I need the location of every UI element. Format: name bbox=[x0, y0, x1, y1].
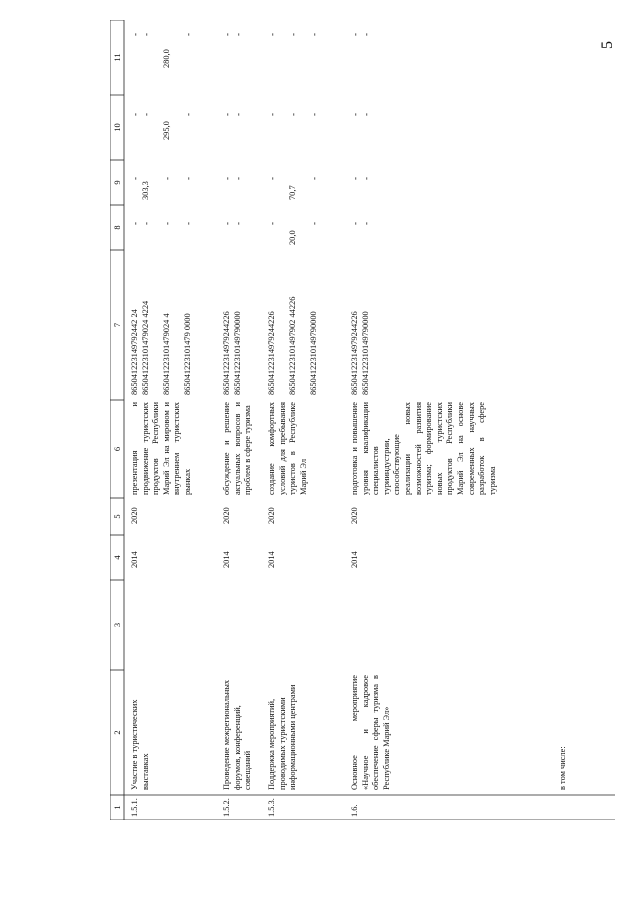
col8-value: - bbox=[267, 222, 277, 225]
col11-value: - bbox=[309, 33, 319, 36]
col8-value: - bbox=[130, 222, 140, 225]
col-header-6: 6 bbox=[112, 446, 122, 452]
col11-value: - bbox=[183, 33, 193, 36]
col9-value: 70,7 bbox=[288, 185, 297, 200]
row-name: Основное мероприятие «Научное и кадровое обеспечение сферы туризма в Республике Марий Эл» bbox=[350, 675, 391, 790]
col11-value: 280,0 bbox=[162, 49, 171, 68]
col8-value: - bbox=[162, 222, 172, 225]
row-number: 1.5.2. bbox=[222, 798, 231, 817]
row-expected-result: подготовка и повышение уровня квалификации специалистов турииндустрии, способствующие реализации новых возможностей развития туризма; формирование новых туристских продуктов Республики Марий Эл на основе современных научных разработок в сфере туризма bbox=[350, 402, 497, 495]
page-number: 5 bbox=[599, 41, 616, 49]
row-start-year: 2014 bbox=[267, 551, 276, 568]
col8-value: 20,0 bbox=[288, 230, 297, 245]
row-expected-result: создание комфортных условий для пребывания туристов в Республике Марий Эл bbox=[267, 402, 308, 495]
col10-value: - bbox=[233, 113, 243, 116]
col-header-11: 11 bbox=[112, 53, 122, 62]
col9-value: - bbox=[361, 177, 371, 180]
col9-value: - bbox=[222, 177, 232, 180]
row-name: Участие в туристических выставках bbox=[130, 699, 150, 790]
row-code: 86504122310149790000 bbox=[309, 311, 318, 395]
row-end-year: 2020 bbox=[350, 507, 359, 524]
col11-value: - bbox=[141, 33, 151, 36]
row-code: 86504122310149790000 bbox=[233, 311, 242, 395]
row-code: 865041223149792442 24 bbox=[130, 309, 139, 395]
row-code: 86504122314979244226 bbox=[350, 311, 359, 395]
col11-value: - bbox=[222, 33, 232, 36]
col8-value: - bbox=[309, 222, 319, 225]
row-start-year: 2014 bbox=[222, 551, 231, 568]
col10-value: - bbox=[267, 113, 277, 116]
row-end-year: 2020 bbox=[222, 507, 231, 524]
col11-value: - bbox=[361, 33, 371, 36]
col8-value: - bbox=[350, 222, 360, 225]
col-header-1: 1 bbox=[112, 805, 122, 810]
col-header-2: 2 bbox=[112, 730, 122, 735]
col9-value: - bbox=[309, 177, 319, 180]
row-code: 86504122314979244226 bbox=[267, 311, 276, 395]
col-header-8: 8 bbox=[112, 225, 122, 230]
col-header-3: 3 bbox=[112, 622, 122, 628]
row-expected-result: презентация и продвижение туристских продуктов Республики Марий Эл на мировом и внутреннем туристских рынках bbox=[130, 402, 192, 495]
footer-note: в том числе: bbox=[558, 746, 567, 790]
col-header-10: 10 bbox=[112, 123, 122, 132]
col11-value: - bbox=[233, 33, 243, 36]
rotated-table bbox=[110, 20, 615, 820]
col9-value: 303,3 bbox=[141, 181, 150, 200]
row-name: Поддержка мероприятий, проводимых туристскими информационными центрами bbox=[267, 684, 298, 790]
col10-value: - bbox=[130, 113, 140, 116]
col10-value: - bbox=[361, 113, 371, 116]
row-code: 86504122314979244226 bbox=[222, 311, 231, 395]
col-header-5: 5 bbox=[112, 514, 122, 519]
col9-value: - bbox=[183, 177, 193, 180]
col10-value: - bbox=[350, 113, 360, 116]
row-number: 1.5.1. bbox=[130, 798, 139, 817]
col10-value: - bbox=[309, 113, 319, 116]
col8-value: - bbox=[141, 222, 151, 225]
col-header-9: 9 bbox=[112, 180, 122, 185]
col9-value: - bbox=[162, 177, 172, 180]
row-name: Проведение межрегиональных форумов, конференций, совещаний bbox=[222, 679, 253, 790]
col10-value: - bbox=[141, 113, 151, 116]
col-header-7: 7 bbox=[112, 322, 122, 328]
col10-value: - bbox=[222, 113, 232, 116]
row-expected-result: обсуждение и решение актуальных вопросов и проблем в сфере туризма bbox=[222, 402, 253, 495]
col11-value: - bbox=[288, 33, 298, 36]
row-code: 86504122310149790000 bbox=[361, 311, 370, 395]
col9-value: - bbox=[233, 177, 243, 180]
row-end-year: 2020 bbox=[130, 507, 139, 524]
col10-value: - bbox=[183, 113, 193, 116]
col8-value: - bbox=[222, 222, 232, 225]
row-end-year: 2020 bbox=[267, 507, 276, 524]
row-code: 865041223101479024 4224 bbox=[141, 300, 150, 395]
col11-value: - bbox=[130, 33, 140, 36]
row-code: 865041223101479 0000 bbox=[183, 313, 192, 395]
col8-value: - bbox=[361, 222, 371, 225]
row-code: 865041223101497902 44226 bbox=[288, 296, 297, 395]
col11-value: - bbox=[267, 33, 277, 36]
col11-value: - bbox=[350, 33, 360, 36]
row-number: 1.6. bbox=[350, 804, 359, 817]
col10-value: - bbox=[288, 113, 298, 116]
col-header-4: 4 bbox=[112, 555, 122, 560]
row-code: 865041223101479024 4 bbox=[162, 313, 171, 395]
row-start-year: 2014 bbox=[130, 551, 139, 568]
col9-value: - bbox=[267, 177, 277, 180]
col8-value: - bbox=[183, 222, 193, 225]
col10-value: 295,0 bbox=[162, 121, 171, 140]
row-start-year: 2014 bbox=[350, 551, 359, 568]
col8-value: - bbox=[233, 222, 243, 225]
col9-value: - bbox=[350, 177, 360, 180]
col9-value: - bbox=[130, 177, 140, 180]
row-number: 1.5.3. bbox=[267, 798, 276, 817]
